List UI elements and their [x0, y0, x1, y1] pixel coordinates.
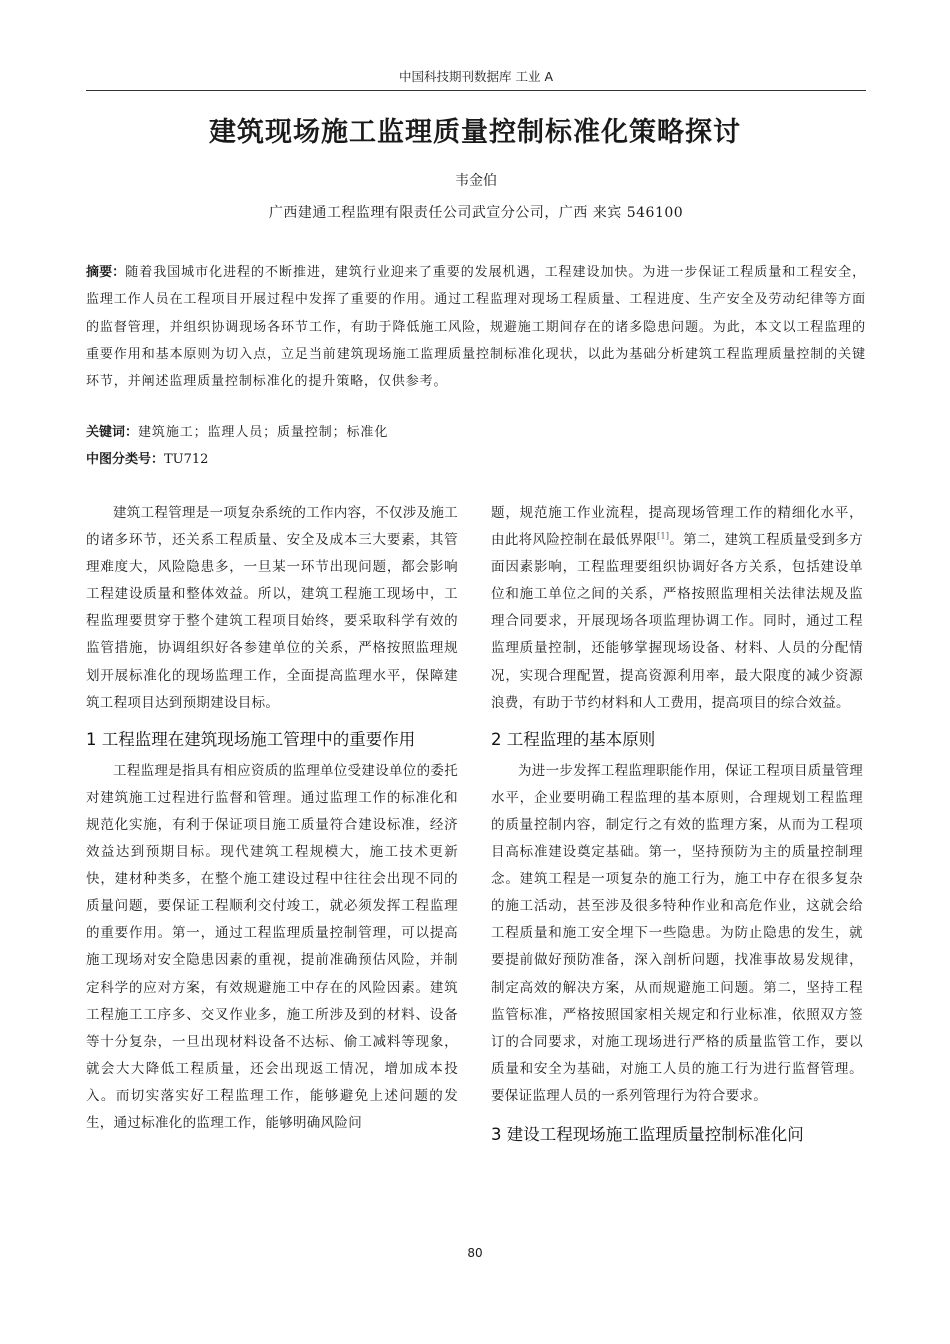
section-1-heading: 1 工程监理在建筑现场施工管理中的重要作用	[86, 729, 416, 749]
abstract-label: 摘要：	[86, 265, 126, 280]
section-2-heading: 2 工程监理的基本原则	[491, 729, 656, 749]
classification-text: TU712	[164, 452, 209, 467]
right-column	[491, 500, 863, 1149]
keywords-text: 建筑施工；监理人员；质量控制；标准化	[138, 425, 389, 440]
affiliation: 广西建通工程监理有限责任公司武宣分公司，广西 来宾 546100	[268, 205, 684, 221]
section-2-paragraph: 为进一步发挥工程监理职能作用，保证工程项目质量管理水平，企业要明确工程监理的基本原则，合理规划工程监理的质量控制内容，制定行之有效的监理方案，从而为工程项目高标准建设奠定基础。第一，坚持预防为主的质量控制理念。建筑工程是一项复杂的施工行为，施工中存在很多复杂的施工活动，甚至涉及很多特种作业和高危作业，这就会给工程质量和施工安全埋下一些隐患。为防止隐患的发生，就要提前做好预防准备，深入剖析问题，找准事故易发规律，制定高效的解决方案，从而规避施工问题。第二，坚持工程监管标准，严格按照国家相关规定和行业标准，依照双方签订的合同要求，对施工现场进行严格的质量监管工作，要以质量和安全为基础，对施工人员的施工行为进行监督管理。要保证监理人员的一系列管理行为符合要求。	[491, 762, 863, 1104]
header-rule	[86, 90, 866, 91]
running-header: 中国科技期刊数据库 工业 A	[399, 69, 553, 84]
section-1-paragraph: 工程监理是指具有相应资质的监理单位受建设单位的委托对建筑施工过程进行监督和管理。通过监理工作的标准化和规范化实施，有利于保证项目施工质量符合建设标准，经济效益达到预期目标。现代建筑工程规模大，施工技术更新快，建材种类多，在整个施工建设过程中往往会出现不同的质量问题，要保证工程顺利交付竣工，就必须发挥工程监理的重要作用。第一，通过工程监理质量控制管理，可以提高施工现场对安全隐患因素的重视，提前准确预估风险，并制定科学的应对方案，有效规避施工中存在的风险因素。建筑工程施工工序多、交叉作业多，施工所涉及到的材料、设备等十分复杂，一旦出现材料设备不达标、偷工减料等现象，就会大大降低工程质量，还会出现返工情况，增加成本投入。而切实落实好工程监理工作，能够避免上述问题的发生，通过标准化的监理工作，能够明确风险问	[86, 762, 458, 1131]
section-1-continuation	[491, 500, 863, 717]
classification-label: 中图分类号：	[86, 452, 165, 467]
intro-paragraph: 建筑工程管理是一项复杂系统的工作内容，不仅涉及施工的诸多环节，还关系工程质量、安全及成本三大要素，其管理难度大，风险隐患多，一旦某一环节出现问题，都会影响工程建设质量和整体效益。所以，建筑工程施工现场中，工程监理要贯穿于整个建筑工程项目始终，要采取科学有效的监管措施，协调组织好各参建单位的关系，严格按照监理规划开展标准化的现场监理工作，全面提高监理水平，保障建筑工程项目达到预期建设目标。	[86, 505, 458, 711]
reference-1[interactable]: [1]	[657, 531, 670, 541]
continuation-text-b: 。第二，建筑工程质量受到多方面因素影响，工程监理要组织协调好各方关系，包括建设单位和施工单位之间的关系，严格按照监理相关法律法规及监理合同要求，开展现场各项监理协调工作。同时，通过工程监理质量控制，还能够掌握现场设备、材料、人员的分配情况，实现合理配置，提高资源利用率，最大限度的减少资源浪费，有助于节约材料和人工费用，提高项目的综合效益。	[491, 532, 863, 711]
classification-number	[86, 449, 866, 471]
author: 韦金伯	[455, 173, 497, 189]
article-title: 建筑现场施工监理质量控制标准化策略探讨	[209, 117, 741, 148]
abstract-text: 随着我国城市化进程的不断推进，建筑行业迎来了重要的发展机遇，工程建设加快。为进一步保证工程质量和工程安全，监理工作人员在工程项目开展过程中发挥了重要的作用。通过工程监理对现场工程质量、工程进度、生产安全及劳动纪律等方面的监督管理，并组织协调现场各环节工作，有助于降低施工风险，规避施工期间存在的诸多隐患问题。为此，本文以工程监理的重要作用和基本原则为切入点，立足当前建筑现场施工监理质量控制标准化现状，以此为基础分析建筑工程监理质量控制的关键环节，并阐述监理质量控制标准化的提升策略，仅供参考。	[86, 265, 866, 390]
section-3-heading: 3 建设工程现场施工监理质量控制标准化问	[491, 1124, 804, 1144]
keywords-label: 关键词：	[86, 425, 139, 440]
abstract	[86, 259, 866, 395]
page-number: 80	[467, 1246, 483, 1260]
continuation-text-a: 题，规范施工作业流程，提高现场管理工作的精细化水平，由此将风险控制在最低界限	[491, 505, 863, 549]
keywords	[86, 422, 866, 444]
left-column	[86, 500, 458, 1137]
